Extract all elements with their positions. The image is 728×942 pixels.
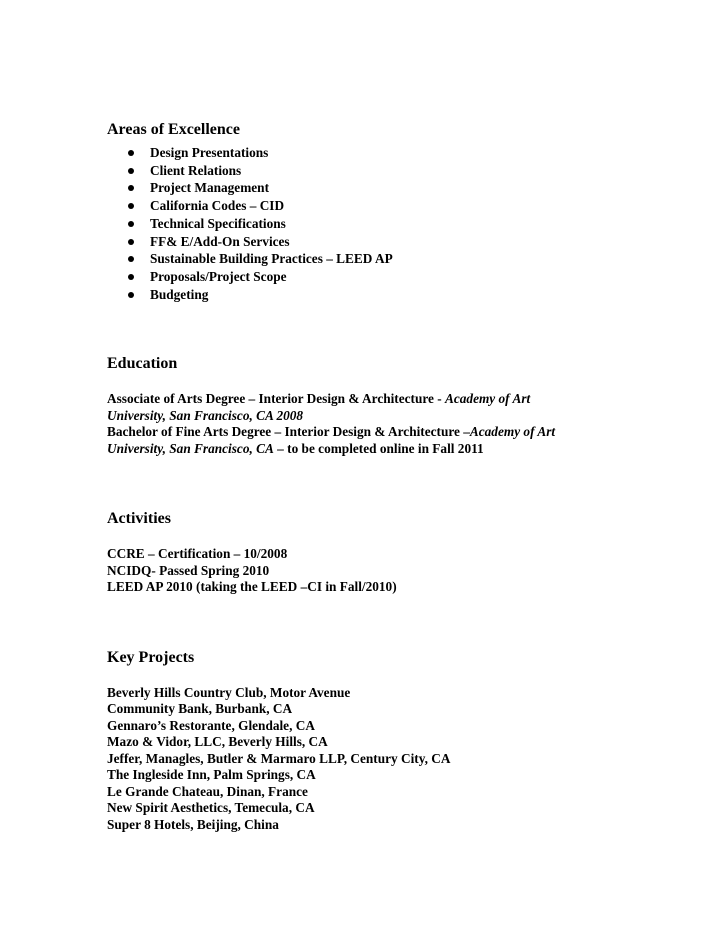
education-line: University, San Francisco, CA – to be completed online in Fall 2011 bbox=[107, 440, 484, 456]
bullet-icon bbox=[128, 239, 134, 245]
list-item: Design Presentations bbox=[107, 144, 707, 162]
list-item: The Ingleside Inn, Palm Springs, CA bbox=[107, 767, 316, 783]
bullet-icon bbox=[128, 274, 134, 280]
list-item: Budgeting bbox=[107, 286, 707, 304]
list-item: Sustainable Building Practices – LEED AP bbox=[107, 250, 707, 268]
bullet-icon bbox=[128, 168, 134, 174]
education-section bbox=[107, 354, 707, 457]
bullet-icon bbox=[128, 203, 134, 209]
key-projects-heading: Key Projects bbox=[107, 648, 195, 666]
list-item: New Spirit Aesthetics, Temecula, CA bbox=[107, 800, 315, 816]
bullet-icon bbox=[128, 185, 134, 191]
activities-list bbox=[107, 546, 707, 596]
list-item: Mazo & Vidor, LLC, Beverly Hills, CA bbox=[107, 734, 328, 750]
activities-heading: Activities bbox=[107, 510, 171, 528]
list-item: NCIDQ- Passed Spring 2010 bbox=[107, 562, 270, 578]
list-item: California Codes – CID bbox=[107, 197, 707, 215]
education-line: University, San Francisco, CA 2008 bbox=[107, 407, 304, 423]
education-line: Bachelor of Fine Arts Degree – Interior Design & Architecture –Academy of Art bbox=[107, 424, 556, 440]
list-item: Jeffer, Managles, Butler & Marmaro LLP, Century City, CA bbox=[107, 750, 451, 766]
bullet-icon bbox=[128, 256, 134, 262]
bullet-icon bbox=[128, 150, 134, 156]
list-item: Project Management bbox=[107, 179, 707, 197]
resume-page bbox=[107, 120, 707, 833]
activities-section bbox=[107, 509, 707, 596]
list-item: Technical Specifications bbox=[107, 215, 707, 233]
list-item: Beverly Hills Country Club, Motor Avenue bbox=[107, 684, 351, 700]
list-item: Le Grande Chateau, Dinan, France bbox=[107, 783, 308, 799]
education-heading: Education bbox=[107, 355, 178, 373]
bullet-icon bbox=[128, 292, 134, 298]
list-item: Gennaro’s Restorante, Glendale, CA bbox=[107, 717, 315, 733]
list-item: Super 8 Hotels, Beijing, China bbox=[107, 816, 279, 832]
key-projects-section bbox=[107, 648, 707, 834]
education-entries bbox=[107, 391, 707, 457]
bullet-icon bbox=[128, 221, 134, 227]
education-line: Associate of Arts Degree – Interior Design & Architecture - Academy of Art bbox=[107, 391, 531, 407]
list-item: Proposals/Project Scope bbox=[107, 268, 707, 286]
areas-list bbox=[107, 144, 707, 303]
key-projects-list bbox=[107, 685, 707, 834]
list-item: FF& E/Add-On Services bbox=[107, 233, 707, 251]
list-item: Community Bank, Burbank, CA bbox=[107, 701, 293, 717]
list-item: CCRE – Certification – 10/2008 bbox=[107, 546, 288, 562]
areas-heading: Areas of Excellence bbox=[107, 121, 240, 138]
list-item: LEED AP 2010 (taking the LEED –CI in Fall/2010) bbox=[107, 579, 397, 595]
list-item: Client Relations bbox=[107, 162, 707, 180]
areas-of-excellence-section bbox=[107, 120, 707, 303]
